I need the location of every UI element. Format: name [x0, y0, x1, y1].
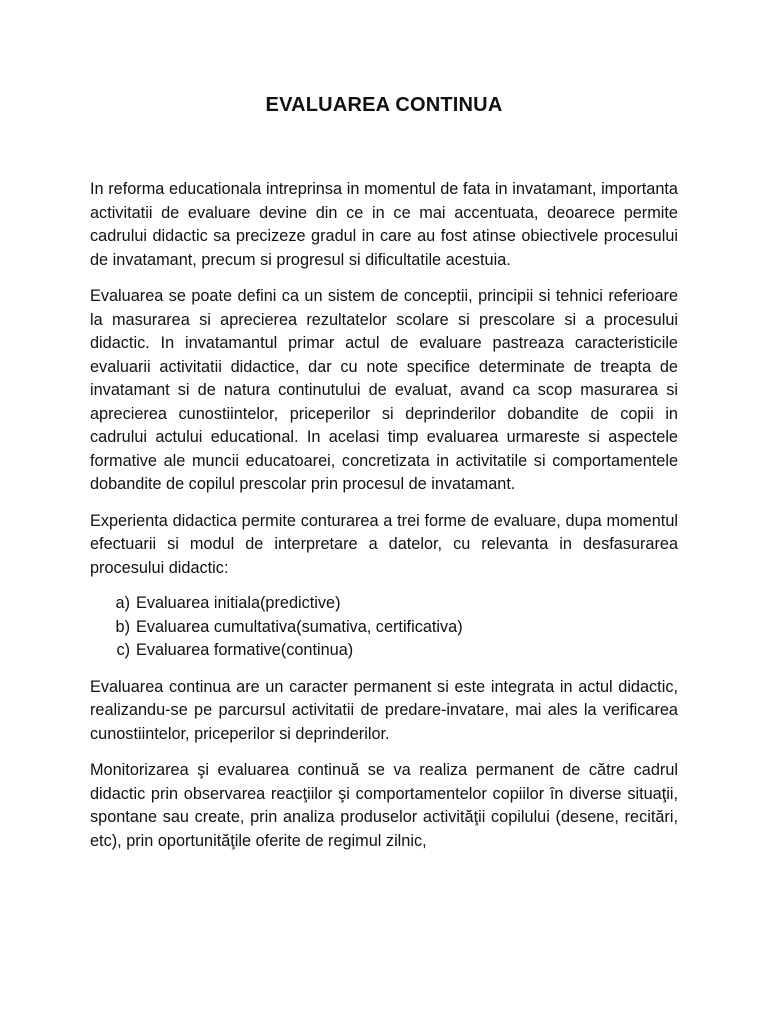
paragraph-intro: In reforma educationala intreprinsa in momentul de fata in invatamant, importanta activitatii de evaluare devine din ce in ce mai accentuata, deoarece permite cadrului didactic sa precizeze gradul in care au fost atinse obiectivele procesului de invatamant, precum si progresul si dificultatile acestuia.	[90, 180, 678, 269]
list-marker: a)	[115, 594, 130, 612]
list-item-text: Evaluarea cumultativa(sumativa, certificativa)	[136, 617, 463, 636]
paragraph-definition: Evaluarea se poate defini ca un sistem de conceptii, principii si tehnici referioare la masurarea si aprecierea rezultatelor scolare si prescolare si a procesului didactic. In invatamantul primar actul de evaluare pastreaza caracteristicile evaluarii activitatii didactice, dar cu note specifice determinate de treapta de invatamant si de natura continutului de evaluat, avand ca scop masurarea si aprecierea cunostiintelor, priceperilor si deprinderilor dobandite de copii in cadrului actului educational. In acelasi timp evaluarea urmareste si aspectele formative ale muncii educatoarei, concretizata in activitatile si comportamentele dobandite de copilul prescolar prin procesul de invatamant.	[90, 287, 678, 493]
list-item	[90, 592, 678, 616]
list-item	[90, 616, 678, 640]
document-title: EVALUAREA CONTINUA	[265, 94, 503, 116]
paragraph-monitoring: Monitorizarea şi evaluarea continuă se va realiza permanent de către cadrul didactic prin observarea reacţiilor şi comportamentelor copiilor în diverse situaţii, spontane sau create, prin analiza produselor activităţii copilului (desene, recitări, etc), prin oportunităţile oferite de regimul zilnic,	[90, 761, 678, 850]
list-item	[90, 639, 678, 663]
list-marker: b)	[115, 617, 130, 636]
paragraph-forms: Experienta didactica permite conturarea a trei forme de evaluare, dupa momentul efectuarii si modul de interpretare a datelor, cu relevanta in desfasurarea procesului didactic:	[90, 511, 678, 577]
paragraph-continuous: Evaluarea continua are un caracter permanent si este integrata in actul didactic, realizandu-se pe parcursul activitatii de predare-invatare, mai ales la verificarea cunostiintelor, priceperilor si deprinderilor.	[90, 677, 678, 743]
document-body	[90, 178, 678, 853]
list-item-text: Evaluarea initiala(predictive)	[136, 594, 341, 612]
list-item-text: Evaluarea formative(continua)	[136, 641, 354, 659]
list-marker: c)	[116, 641, 130, 659]
evaluation-forms-list	[90, 592, 678, 663]
